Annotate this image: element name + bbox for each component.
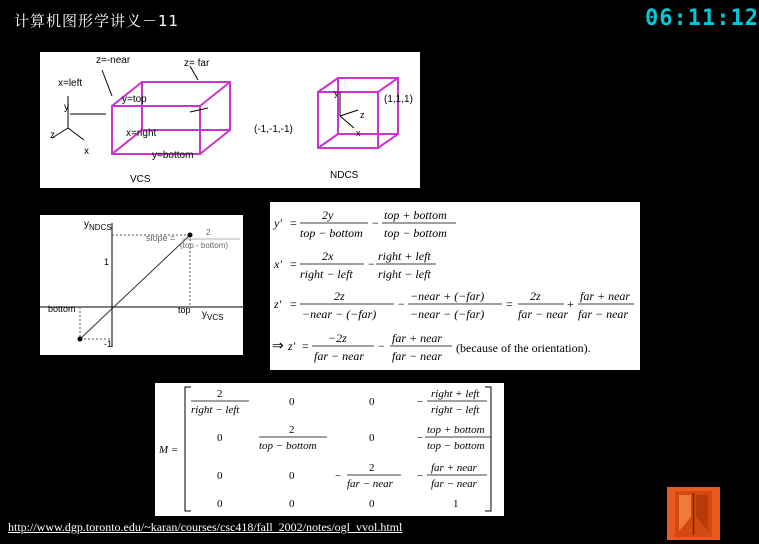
m-r2c4-den: top − bottom <box>427 440 485 452</box>
point-111-label: (1,1,1) <box>384 94 413 105</box>
eq-z-num2: −near + (−far) <box>410 289 485 303</box>
clock-display: 06:11:12 <box>645 6 759 31</box>
projection-matrix <box>155 383 504 516</box>
next-slide-button[interactable] <box>667 487 720 540</box>
z-far-label: z= far <box>184 58 210 69</box>
slope-denominator: (top - bottom) <box>180 241 229 250</box>
m-r1c2: 0 <box>289 396 295 408</box>
ndcs-x-label: x <box>356 128 361 138</box>
y-vcs-label: $y_{VCS}$ <box>202 309 224 322</box>
ndcs-y-label: y <box>334 88 339 98</box>
y-ndcs-label: $y_{NDCS}$ <box>84 219 112 232</box>
m-r4c3: 0 <box>369 498 375 510</box>
orientation-note: (because of the orientation). <box>456 341 591 355</box>
m-r3c3-num: 2 <box>369 462 375 474</box>
x-right-label: x=right <box>126 128 157 139</box>
eq-imp-lhs: z' <box>288 339 296 353</box>
svg-text:−: − <box>417 396 424 408</box>
eq-x-lhs: x' <box>274 257 282 271</box>
eq-z-den2: −near − (−far) <box>410 307 485 321</box>
m-r3c3-den: far − near <box>347 478 393 490</box>
svg-text:−: − <box>335 470 342 482</box>
point-top <box>188 233 193 238</box>
svg-text:−: − <box>417 432 424 444</box>
eq-imp-num2: far + near <box>392 331 443 345</box>
svg-text:⇒: ⇒ <box>272 339 284 354</box>
eq-z-den1: −near − (−far) <box>302 307 377 321</box>
bookmark-icon <box>667 487 720 540</box>
vcs-caption: VCS <box>130 174 151 185</box>
m-r3c2: 0 <box>289 470 295 482</box>
eq-y-num2: top + bottom <box>384 208 447 222</box>
eq-y-lhs: y' <box>274 216 282 230</box>
z-axis-label: z <box>50 130 55 141</box>
svg-text:=: = <box>290 257 297 271</box>
m-r2c4-num: top + bottom <box>427 424 485 436</box>
m-r4c1: 0 <box>217 498 223 510</box>
m-r4c4: 1 <box>453 498 459 510</box>
m-r1c4-den: right − left <box>431 404 480 416</box>
y-top-label: y=top <box>122 94 147 105</box>
svg-text:−: − <box>417 470 424 482</box>
x-left-label: x=left <box>58 78 83 89</box>
slope-label: slope = <box>146 233 176 243</box>
eq-y-den1: top − bottom <box>300 226 363 240</box>
point-bottom <box>78 337 83 342</box>
matrix-label: M = <box>159 444 179 456</box>
svg-text:−: − <box>372 216 379 230</box>
one-label: 1 <box>104 257 110 267</box>
equations-panel <box>270 202 640 370</box>
neg-one-label: -1 <box>104 339 113 349</box>
svg-text:=: = <box>290 297 297 311</box>
eq-z-den4: far − near <box>578 307 629 321</box>
eq-x-num1: 2x <box>322 249 334 263</box>
eq-z-den3: far − near <box>518 307 569 321</box>
eq-y-num1: 2y <box>322 208 334 222</box>
svg-text:=: = <box>302 339 309 353</box>
ndcs-z-label: z <box>360 110 365 120</box>
svg-text:=: = <box>506 297 513 311</box>
m-r2c2-den: top − bottom <box>259 440 317 452</box>
m-r3c1: 0 <box>217 470 223 482</box>
slide-title: 计算机图形学讲义－11 <box>14 12 180 30</box>
eq-imp-num1: −2z <box>328 331 347 345</box>
m-r2c1: 0 <box>217 432 223 444</box>
bottom-label: bottom <box>48 304 76 314</box>
m-r2c3: 0 <box>369 432 375 444</box>
eq-y-den2: top − bottom <box>384 226 447 240</box>
m-r1c1-den: right − left <box>191 404 240 416</box>
svg-text:+: + <box>567 297 574 311</box>
eq-z-lhs: z' <box>274 297 282 311</box>
slope-line <box>80 235 190 339</box>
m-r3c4-num: far + near <box>431 462 477 474</box>
ndcs-caption: NDCS <box>330 170 359 181</box>
y-axis-label: y <box>64 102 69 113</box>
point-neg-label: (-1,-1,-1) <box>254 124 293 135</box>
eq-imp-den2: far − near <box>392 349 443 363</box>
m-r1c4-num: right + left <box>431 388 480 400</box>
m-r1c1-num: 2 <box>217 388 223 400</box>
eq-z-num1: 2z <box>334 289 345 303</box>
eq-x-num2: right + left <box>378 249 431 263</box>
view-volume-diagram <box>40 52 420 188</box>
top-label: top <box>178 305 191 315</box>
m-r1c3: 0 <box>369 396 375 408</box>
ndcs-mapping-plot <box>40 215 243 355</box>
eq-x-den1: right − left <box>300 267 353 281</box>
eq-z-num3: 2z <box>530 289 541 303</box>
eq-imp-den1: far − near <box>314 349 365 363</box>
m-r3c4-den: far − near <box>431 478 477 490</box>
svg-text:−: − <box>378 339 385 353</box>
eq-x-den2: right − left <box>378 267 431 281</box>
m-r4c2: 0 <box>289 498 295 510</box>
source-url-link[interactable]: http://www.dgp.toronto.edu/~karan/courses/csc418/fall_2002/notes/ogl_vvol.html <box>8 520 403 534</box>
svg-text:−: − <box>398 297 405 311</box>
vcs-frustum-box <box>112 82 230 154</box>
svg-text:=: = <box>290 216 297 230</box>
x-axis-label: x <box>84 146 89 157</box>
y-bottom-label: y=bottom <box>152 150 194 161</box>
slope-numerator: 2 <box>206 228 211 237</box>
eq-z-num4: far + near <box>580 289 631 303</box>
m-r2c2-num: 2 <box>289 424 295 436</box>
svg-text:−: − <box>368 257 375 271</box>
z-near-label: z=-near <box>96 55 131 66</box>
